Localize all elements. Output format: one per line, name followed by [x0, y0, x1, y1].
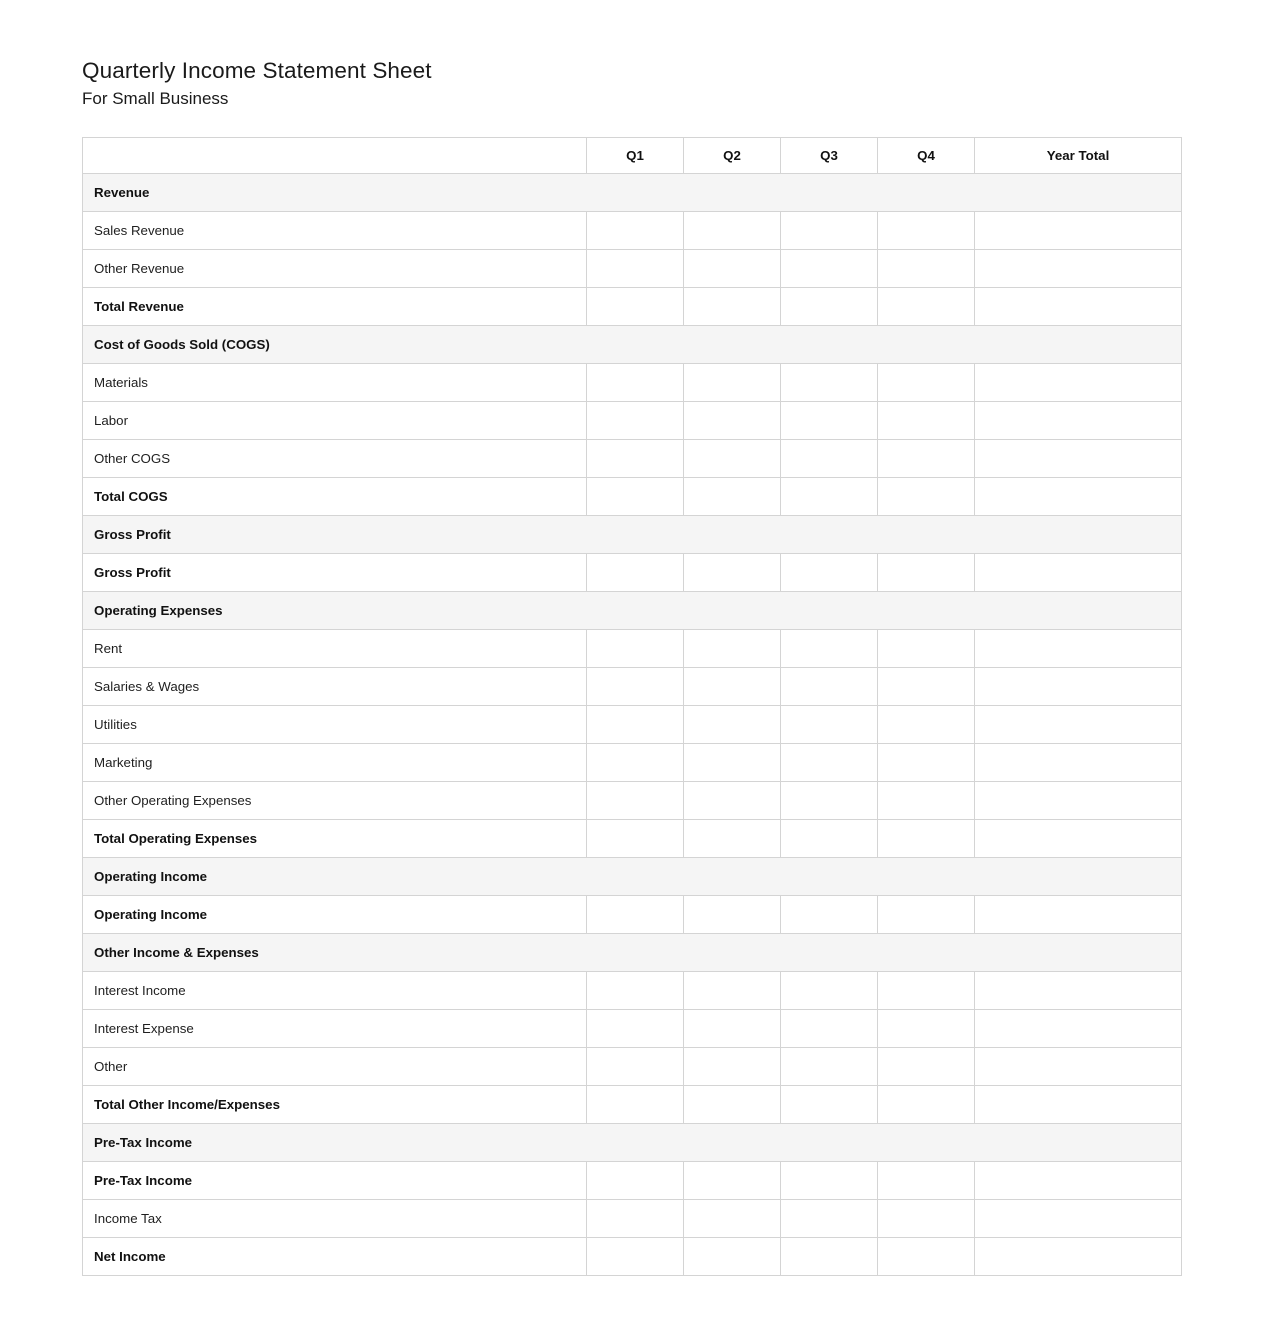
table-row — [83, 212, 1182, 250]
value-cell-q4[interactable] — [878, 554, 975, 592]
value-cell-q2[interactable] — [684, 972, 781, 1010]
table-head — [83, 138, 1182, 174]
table-row — [83, 782, 1182, 820]
value-cell-q2[interactable] — [684, 288, 781, 326]
table-row — [83, 1010, 1182, 1048]
value-cell-year_total[interactable] — [975, 1200, 1182, 1238]
value-cell-q1[interactable] — [587, 1048, 684, 1086]
value-cell-q4[interactable] — [878, 364, 975, 402]
column-header-q3: Q3 — [781, 138, 878, 174]
section-header-label: Other Income & Expenses — [83, 934, 1182, 972]
value-cell-q4[interactable] — [878, 1010, 975, 1048]
value-cell-q2[interactable] — [684, 1200, 781, 1238]
value-cell-q3[interactable] — [781, 478, 878, 516]
value-cell-q4[interactable] — [878, 896, 975, 934]
value-cell-q1[interactable] — [587, 212, 684, 250]
row-label: Other Revenue — [83, 250, 587, 288]
row-label: Total Revenue — [83, 288, 587, 326]
table-row — [83, 364, 1182, 402]
value-cell-q3[interactable] — [781, 440, 878, 478]
value-cell-q3[interactable] — [781, 630, 878, 668]
value-cell-q1[interactable] — [587, 1162, 684, 1200]
value-cell-q2[interactable] — [684, 1162, 781, 1200]
value-cell-q4[interactable] — [878, 1238, 975, 1276]
value-cell-q3[interactable] — [781, 972, 878, 1010]
total-row — [83, 554, 1182, 592]
value-cell-q4[interactable] — [878, 288, 975, 326]
value-cell-year_total[interactable] — [975, 896, 1182, 934]
value-cell-q4[interactable] — [878, 1048, 975, 1086]
row-label: Total Other Income/Expenses — [83, 1086, 587, 1124]
value-cell-q1[interactable] — [587, 896, 684, 934]
total-row — [83, 288, 1182, 326]
value-cell-q3[interactable] — [781, 402, 878, 440]
value-cell-q4[interactable] — [878, 1162, 975, 1200]
total-row — [83, 478, 1182, 516]
section-header-row — [83, 934, 1182, 972]
value-cell-year_total[interactable] — [975, 630, 1182, 668]
section-header-label: Revenue — [83, 174, 1182, 212]
column-header-q1: Q1 — [587, 138, 684, 174]
value-cell-q2[interactable] — [684, 1010, 781, 1048]
value-cell-q4[interactable] — [878, 668, 975, 706]
row-label: Sales Revenue — [83, 212, 587, 250]
value-cell-q2[interactable] — [684, 630, 781, 668]
value-cell-q1[interactable] — [587, 288, 684, 326]
value-cell-q4[interactable] — [878, 744, 975, 782]
value-cell-year_total[interactable] — [975, 1086, 1182, 1124]
value-cell-q1[interactable] — [587, 744, 684, 782]
section-header-label: Pre-Tax Income — [83, 1124, 1182, 1162]
value-cell-q4[interactable] — [878, 440, 975, 478]
value-cell-q4[interactable] — [878, 630, 975, 668]
row-label: Labor — [83, 402, 587, 440]
value-cell-q2[interactable] — [684, 896, 781, 934]
row-label: Utilities — [83, 706, 587, 744]
value-cell-year_total[interactable] — [975, 668, 1182, 706]
value-cell-q4[interactable] — [878, 212, 975, 250]
value-cell-q2[interactable] — [684, 478, 781, 516]
value-cell-q4[interactable] — [878, 478, 975, 516]
row-label: Operating Income — [83, 896, 587, 934]
value-cell-q1[interactable] — [587, 364, 684, 402]
value-cell-q3[interactable] — [781, 744, 878, 782]
page-title: Quarterly Income Statement Sheet — [82, 58, 432, 83]
value-cell-q2[interactable] — [684, 744, 781, 782]
section-header-row — [83, 1124, 1182, 1162]
document-header — [82, 58, 1082, 109]
value-cell-q4[interactable] — [878, 1086, 975, 1124]
value-cell-q1[interactable] — [587, 1086, 684, 1124]
value-cell-year_total[interactable] — [975, 1048, 1182, 1086]
section-header-row — [83, 326, 1182, 364]
table-row — [83, 440, 1182, 478]
value-cell-q2[interactable] — [684, 668, 781, 706]
table-body — [83, 174, 1182, 1276]
value-cell-year_total[interactable] — [975, 744, 1182, 782]
value-cell-q2[interactable] — [684, 1086, 781, 1124]
value-cell-year_total[interactable] — [975, 288, 1182, 326]
value-cell-year_total[interactable] — [975, 212, 1182, 250]
value-cell-year_total[interactable] — [975, 820, 1182, 858]
value-cell-q3[interactable] — [781, 668, 878, 706]
value-cell-q1[interactable] — [587, 1200, 684, 1238]
table-row — [83, 972, 1182, 1010]
row-label: Total COGS — [83, 478, 587, 516]
value-cell-q1[interactable] — [587, 972, 684, 1010]
income-statement-table-wrapper — [82, 137, 1182, 1276]
value-cell-year_total[interactable] — [975, 364, 1182, 402]
value-cell-year_total[interactable] — [975, 440, 1182, 478]
section-header-label: Cost of Goods Sold (COGS) — [83, 326, 1182, 364]
value-cell-q3[interactable] — [781, 820, 878, 858]
section-header-row — [83, 858, 1182, 896]
column-header-row — [83, 138, 1182, 174]
row-label: Total Operating Expenses — [83, 820, 587, 858]
row-label: Income Tax — [83, 1200, 587, 1238]
value-cell-q2[interactable] — [684, 212, 781, 250]
value-cell-q2[interactable] — [684, 364, 781, 402]
value-cell-q3[interactable] — [781, 212, 878, 250]
total-row — [83, 1162, 1182, 1200]
value-cell-year_total[interactable] — [975, 1162, 1182, 1200]
value-cell-q3[interactable] — [781, 896, 878, 934]
row-label: Interest Income — [83, 972, 587, 1010]
row-label: Materials — [83, 364, 587, 402]
column-header-year_total: Year Total — [975, 138, 1182, 174]
row-label: Net Income — [83, 1238, 587, 1276]
table-row — [83, 706, 1182, 744]
value-cell-q3[interactable] — [781, 1238, 878, 1276]
value-cell-q2[interactable] — [684, 1048, 781, 1086]
value-cell-q1[interactable] — [587, 440, 684, 478]
value-cell-q3[interactable] — [781, 1086, 878, 1124]
section-header-row — [83, 174, 1182, 212]
value-cell-q1[interactable] — [587, 250, 684, 288]
row-label: Interest Expense — [83, 1010, 587, 1048]
column-header-q4: Q4 — [878, 138, 975, 174]
value-cell-q4[interactable] — [878, 1200, 975, 1238]
value-cell-q3[interactable] — [781, 554, 878, 592]
value-cell-year_total[interactable] — [975, 402, 1182, 440]
total-row — [83, 896, 1182, 934]
value-cell-q1[interactable] — [587, 820, 684, 858]
table-row — [83, 630, 1182, 668]
value-cell-year_total[interactable] — [975, 554, 1182, 592]
value-cell-q2[interactable] — [684, 250, 781, 288]
value-cell-q1[interactable] — [587, 554, 684, 592]
section-header-row — [83, 516, 1182, 554]
value-cell-q2[interactable] — [684, 706, 781, 744]
row-label: Other — [83, 1048, 587, 1086]
section-header-label: Operating Income — [83, 858, 1182, 896]
value-cell-q3[interactable] — [781, 288, 878, 326]
table-row — [83, 668, 1182, 706]
section-header-label: Operating Expenses — [83, 592, 1182, 630]
table-row — [83, 402, 1182, 440]
row-label: Other Operating Expenses — [83, 782, 587, 820]
value-cell-q2[interactable] — [684, 820, 781, 858]
value-cell-q2[interactable] — [684, 1238, 781, 1276]
table-row — [83, 1200, 1182, 1238]
value-cell-q1[interactable] — [587, 1238, 684, 1276]
value-cell-q3[interactable] — [781, 706, 878, 744]
total-row — [83, 1086, 1182, 1124]
value-cell-q4[interactable] — [878, 250, 975, 288]
value-cell-q4[interactable] — [878, 782, 975, 820]
column-header-blank — [83, 138, 587, 174]
section-header-row — [83, 592, 1182, 630]
value-cell-year_total[interactable] — [975, 782, 1182, 820]
table-row — [83, 1048, 1182, 1086]
row-label: Gross Profit — [83, 554, 587, 592]
value-cell-q3[interactable] — [781, 1048, 878, 1086]
table-row — [83, 250, 1182, 288]
value-cell-q4[interactable] — [878, 972, 975, 1010]
row-label: Other COGS — [83, 440, 587, 478]
value-cell-year_total[interactable] — [975, 972, 1182, 1010]
value-cell-year_total[interactable] — [975, 250, 1182, 288]
value-cell-q1[interactable] — [587, 706, 684, 744]
column-header-q2: Q2 — [684, 138, 781, 174]
value-cell-q4[interactable] — [878, 706, 975, 744]
value-cell-q3[interactable] — [781, 1200, 878, 1238]
total-row — [83, 1238, 1182, 1276]
value-cell-q1[interactable] — [587, 668, 684, 706]
value-cell-q1[interactable] — [587, 782, 684, 820]
income-statement-table — [82, 137, 1182, 1276]
value-cell-year_total[interactable] — [975, 1238, 1182, 1276]
section-header-label: Gross Profit — [83, 516, 1182, 554]
value-cell-year_total[interactable] — [975, 478, 1182, 516]
value-cell-q1[interactable] — [587, 478, 684, 516]
row-label: Pre-Tax Income — [83, 1162, 587, 1200]
value-cell-year_total[interactable] — [975, 706, 1182, 744]
table-row — [83, 744, 1182, 782]
total-row — [83, 820, 1182, 858]
value-cell-q4[interactable] — [878, 402, 975, 440]
value-cell-q2[interactable] — [684, 554, 781, 592]
row-label: Marketing — [83, 744, 587, 782]
value-cell-q3[interactable] — [781, 250, 878, 288]
value-cell-q3[interactable] — [781, 782, 878, 820]
value-cell-q1[interactable] — [587, 630, 684, 668]
value-cell-q2[interactable] — [684, 402, 781, 440]
value-cell-year_total[interactable] — [975, 1010, 1182, 1048]
value-cell-q1[interactable] — [587, 402, 684, 440]
value-cell-q3[interactable] — [781, 1010, 878, 1048]
value-cell-q1[interactable] — [587, 1010, 684, 1048]
value-cell-q2[interactable] — [684, 782, 781, 820]
row-label: Rent — [83, 630, 587, 668]
row-label: Salaries & Wages — [83, 668, 587, 706]
page-subtitle: For Small Business — [82, 88, 229, 108]
value-cell-q3[interactable] — [781, 1162, 878, 1200]
value-cell-q4[interactable] — [878, 820, 975, 858]
value-cell-q3[interactable] — [781, 364, 878, 402]
value-cell-q2[interactable] — [684, 440, 781, 478]
